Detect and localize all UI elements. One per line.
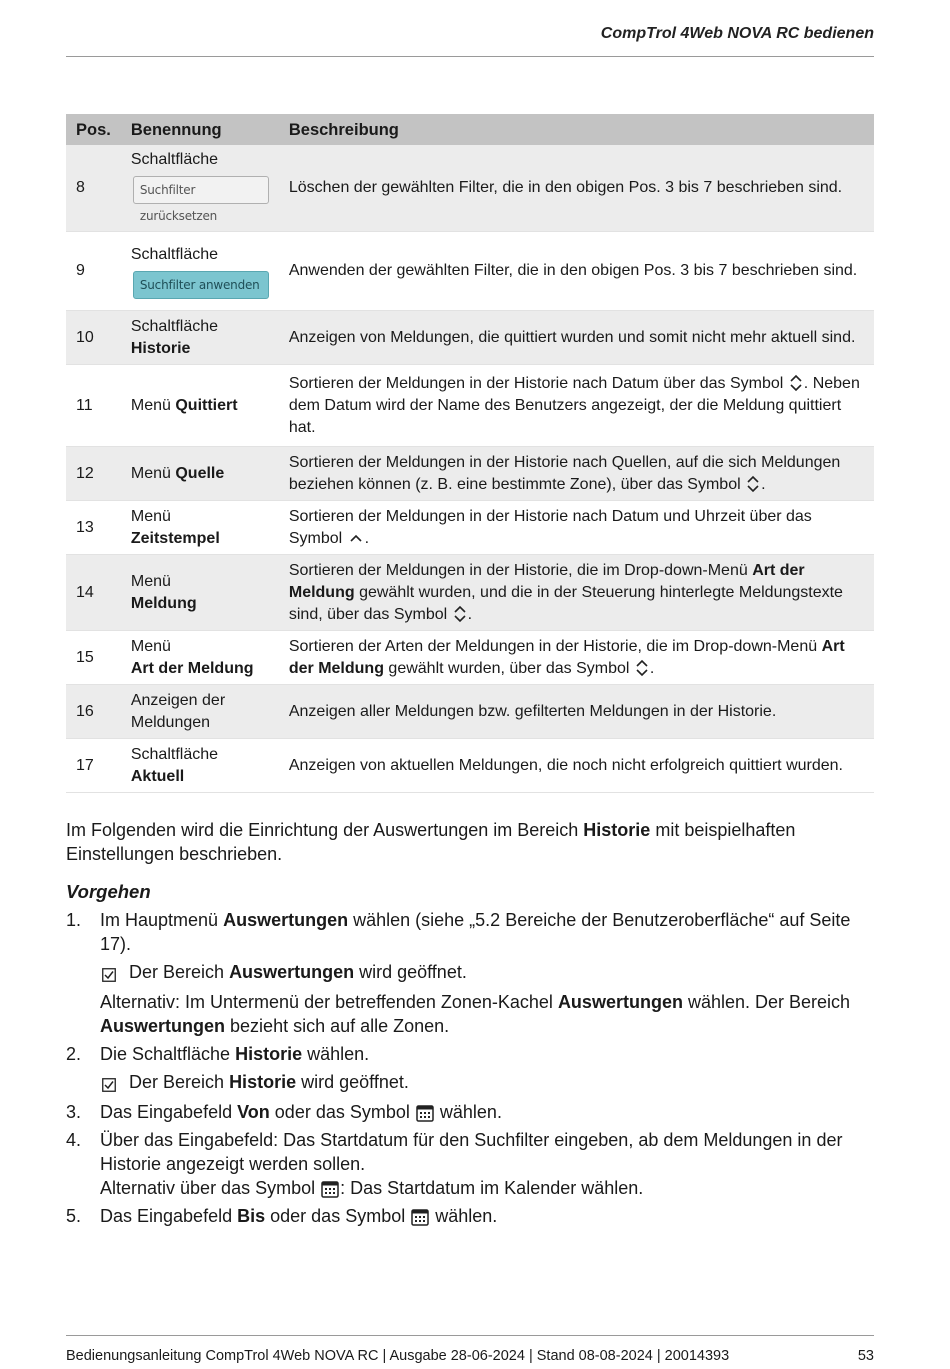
row-pos: 13 [66,501,121,555]
step-item [66,1128,876,1200]
calendar-icon [416,1104,434,1122]
alt-text: Alternativ: Im Untermenü der betreffenden Zonen-Kachel [100,992,553,1012]
col-header-pos: Pos. [66,114,121,145]
result-bold: Auswertungen [229,962,355,982]
row-name-text: Menü [130,396,171,414]
row-name-text: Menü [130,637,171,655]
row-desc [279,365,874,447]
sort-updown-icon [746,475,760,493]
alt-bold: Auswertungen [100,1016,226,1036]
row-name-bold: Quittiert [175,396,238,414]
table-row [66,365,874,447]
row-name-text: Schaltfläche [130,745,219,763]
header-rule [66,56,874,57]
row-name [121,311,279,365]
step-bold: Bis [237,1206,266,1226]
step-text: Im Hauptmenü [100,910,219,930]
row-name-text: Schaltfläche [130,245,219,263]
row-pos: 9 [66,232,121,311]
row-name-bold: Aktuell [130,767,185,785]
step-text: Das Eingabefeld [100,1102,233,1122]
row-pos: 10 [66,311,121,365]
row-name [121,555,279,631]
row-desc [279,501,874,555]
footer-text: Bedienungsanleitung CompTrol 4Web NOVA RC | Ausgabe 28-06-2024 | Stand 08-08-2024 | 20014393 [66,1348,730,1364]
desc-text: . [649,659,655,677]
desc-text: . [761,475,766,493]
step-number: 4. [66,1130,82,1150]
row-name [121,447,279,501]
step-item [66,1204,876,1228]
row-name-text: Menü [130,572,171,590]
table-row [66,311,874,365]
row-name [121,739,279,793]
row-name-text: Schaltfläche [130,151,219,168]
col-header-name: Benennung [121,114,279,145]
alt-bold: Auswertungen [557,992,683,1012]
desc-bold: Art der Meldung [288,561,805,601]
sort-updown-icon [453,605,467,623]
step-text: wählen. [439,1102,502,1122]
apply-filter-button: Suchfilter anwenden [133,271,269,299]
table-row [66,145,874,232]
step-number: 1. [66,910,82,930]
step-bold: Historie [235,1044,303,1064]
row-name [121,501,279,555]
row-name-bold: Zeitstempel [130,529,220,547]
row-pos: 11 [66,365,121,447]
calendar-icon [321,1180,339,1198]
table-row [66,739,874,793]
sort-updown-icon [635,659,649,677]
desc-text: Sortieren der Meldungen in der Historie nach Datum und Uhrzeit über das Symbol [288,507,812,547]
desc-bold: Art der Meldung [288,637,845,677]
step-number: 3. [66,1102,82,1122]
desc-text: Sortieren der Meldungen in der Historie nach Datum über das Symbol [288,374,784,392]
row-desc [279,555,874,631]
desc-text: Sortieren der Meldungen in der Historie nach Quellen, auf die sich Meldungen beziehen können (z. B. eine bestimmte Zone), über das Symbol [288,453,841,493]
checkbox-checked-icon [102,1074,116,1098]
checkbox-checked-icon [102,964,116,988]
procedure-heading: Vorgehen [66,881,151,902]
row-name: Anzeigen der Meldungen [121,685,279,739]
step-text: : Das Startdatum im Kalender wählen. [340,1178,644,1198]
step-item [66,1100,876,1124]
step-text: wählen (siehe „5.2 Bereiche der Benutzeroberfläche“ auf Seite 17). [100,910,851,954]
row-pos: 14 [66,555,121,631]
row-desc: Anzeigen von Meldungen, die quittiert wurden und somit nicht mehr aktuell sind. [279,311,874,365]
desc-text: gewählt wurden, über das Symbol [388,659,630,677]
step-text: Über das Eingabefeld: Das Startdatum für den Suchfilter eingeben, ab dem Meldungen in der Historie angezeigt werden sollen. [100,1130,843,1174]
step-item [66,908,876,956]
row-name-bold: Meldung [130,594,197,612]
row-name-bold: Art der Meldung [130,659,254,677]
row-desc: Anwenden der gewählten Filter, die in den obigen Pos. 3 bis 7 beschrieben sind. [279,232,874,311]
position-table [66,114,874,793]
table-row [66,685,874,739]
desc-text: gewählt wurden, und die in der Steuerung hinterlegte Meldungstexte sind, über das Symbol [288,583,843,623]
page-header-title: CompTrol 4Web NOVA RC bedienen [600,25,874,42]
step-number: 5. [66,1206,82,1226]
col-header-desc: Beschreibung [279,114,874,145]
row-pos: 16 [66,685,121,739]
procedure-steps [66,908,876,1232]
alt-text: wählen. Der Bereich [687,992,851,1012]
alt-text: bezieht sich auf alle Zonen. [230,1016,450,1036]
table-row [66,555,874,631]
row-pos: 8 [66,145,121,232]
desc-text: Sortieren der Arten der Meldungen in der Historie, die im Drop-down-Menü [288,637,818,655]
row-pos: 17 [66,739,121,793]
table-row [66,232,874,311]
row-desc [279,447,874,501]
intro-paragraph [66,818,876,866]
row-pos: 15 [66,631,121,685]
intro-bold: Historie [583,820,651,840]
footer-rule [66,1335,874,1336]
row-pos: 12 [66,447,121,501]
row-name-text: Schaltfläche [130,317,219,335]
step-text: Alternativ über das Symbol [100,1178,316,1198]
row-desc: Anzeigen aller Meldungen bzw. gefilterten Meldungen in der Historie. [279,685,874,739]
intro-text: Im Folgenden wird die Einrichtung der Auswertungen im Bereich [66,820,579,840]
result-text: Der Bereich [129,962,225,982]
calendar-icon [411,1208,429,1226]
row-desc: Anzeigen von aktuellen Meldungen, die noch nicht erfolgreich quittiert wurden. [279,739,874,793]
step-bold: Auswertungen [223,910,349,930]
row-name [121,232,279,311]
result-bold: Historie [229,1072,297,1092]
step-text: wählen. [307,1044,370,1064]
result-text: wird geöffnet. [301,1072,409,1092]
row-name [121,145,279,232]
intro-text: mit beispielhaften Einstellungen beschrieben. [66,820,796,864]
row-name-text: Menü [130,464,171,482]
step-text: wählen. [435,1206,498,1226]
result-text: Der Bereich [129,1072,225,1092]
step-text: oder das Symbol [274,1102,410,1122]
page-number: 53 [857,1348,874,1364]
row-desc [279,631,874,685]
step-text: oder das Symbol [270,1206,406,1226]
row-name [121,631,279,685]
row-desc: Löschen der gewählten Filter, die in den obigen Pos. 3 bis 7 beschrieben sind. [279,145,874,232]
step-number: 2. [66,1044,82,1064]
step-bold: Von [237,1102,270,1122]
sort-updown-icon [789,374,803,392]
row-name-bold: Quelle [175,464,225,482]
step-item [66,1042,876,1066]
row-name [121,365,279,447]
desc-text: . Neben dem Datum wird der Name des Benutzers angezeigt, der die Meldung quittiert hat. [288,374,860,436]
desc-text: . [467,605,473,623]
desc-text: . [364,529,370,547]
reset-filter-button: Suchfilter zurücksetzen [133,176,269,204]
step-alternative [66,990,876,1038]
table-header-row [66,114,874,145]
row-name-text: Menü [130,507,171,525]
table-row [66,447,874,501]
row-name-bold: Historie [130,339,191,357]
table-row [66,631,874,685]
step-text: Die Schaltfläche [100,1044,231,1064]
desc-text: Sortieren der Meldungen in der Historie, die im Drop-down-Menü [288,561,748,579]
sort-up-icon [348,532,364,544]
step-result [66,1070,876,1094]
result-text: wird geöffnet. [359,962,467,982]
table-row [66,501,874,555]
step-result [66,960,876,984]
step-text: Das Eingabefeld [100,1206,233,1226]
